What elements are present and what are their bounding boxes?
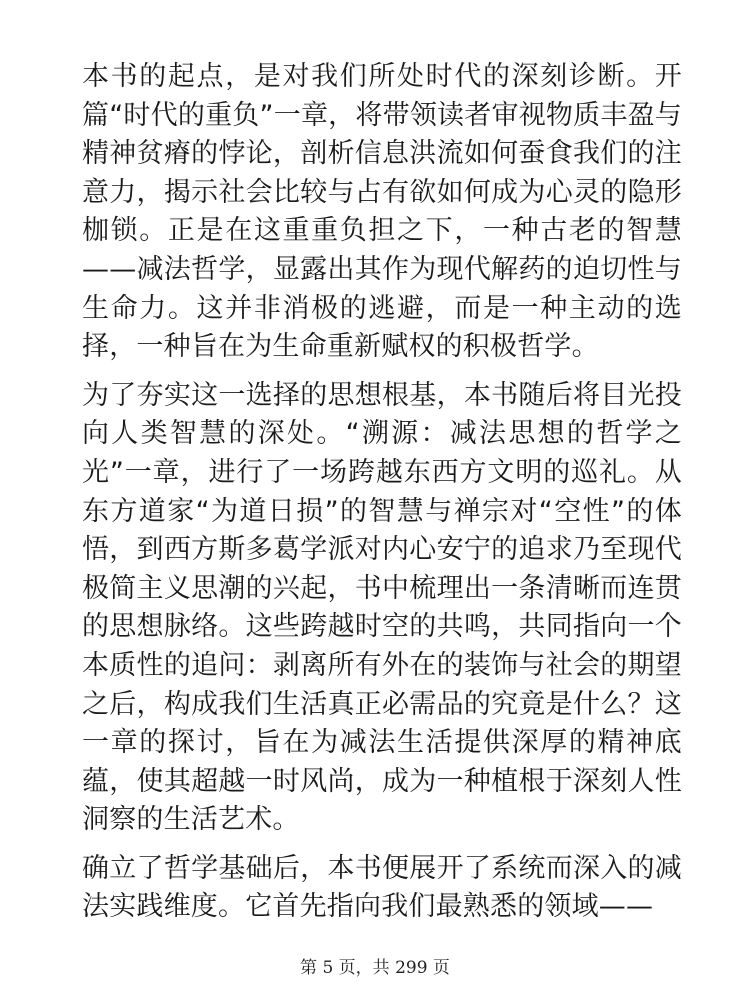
paragraph-2: 为了夯实这一选择的思想根基，本书随后将目光投向人类智慧的深处。“溯源：减法思想的哲学之光”一章，进行了一场跨越东西方文明的巡礼。从东方道家“为道日损”的智慧与禅宗对“空性”的体悟，到西方斯多葛学派对内心安宁的追求乃至现代极简主义思潮的兴起，书中梳理出一条清晰而连贯的思想脉络。这些跨越时空的共鸣，共同指向一个本质性的追问：剥离所有外在的装饰与社会的期望之后，构成我们生活真正必需品的究竟是什么？这一章的探讨，旨在为减法生活提供深厚的精神底蕴，使其超越一时风尚，成为一种植根于深刻人性洞察的生活艺术。 (82, 379, 682, 836)
body-text (82, 58, 682, 937)
paragraph-1: 本书的起点，是对我们所处时代的深刻诊断。开篇“时代的重负”一章，将带领读者审视物质丰盈与精神贫瘠的悖论，剖析信息洪流如何蚕食我们的注意力，揭示社会比较与占有欲如何成为心灵的隐形枷锁。正是在这重重负担之下，一种古老的智慧——减法哲学，显露出其作为现代解药的迫切性与生命力。这并非消极的逃避，而是一种主动的选择，一种旨在为生命重新赋权的积极哲学。 (82, 61, 682, 363)
paragraph-3: 确立了哲学基础后，本书便展开了系统而深入的减法实践维度。它首先指向我们最熟悉的领域—— (82, 852, 682, 923)
page-number-footer: 第 5 页，共 299 页 (300, 958, 450, 978)
